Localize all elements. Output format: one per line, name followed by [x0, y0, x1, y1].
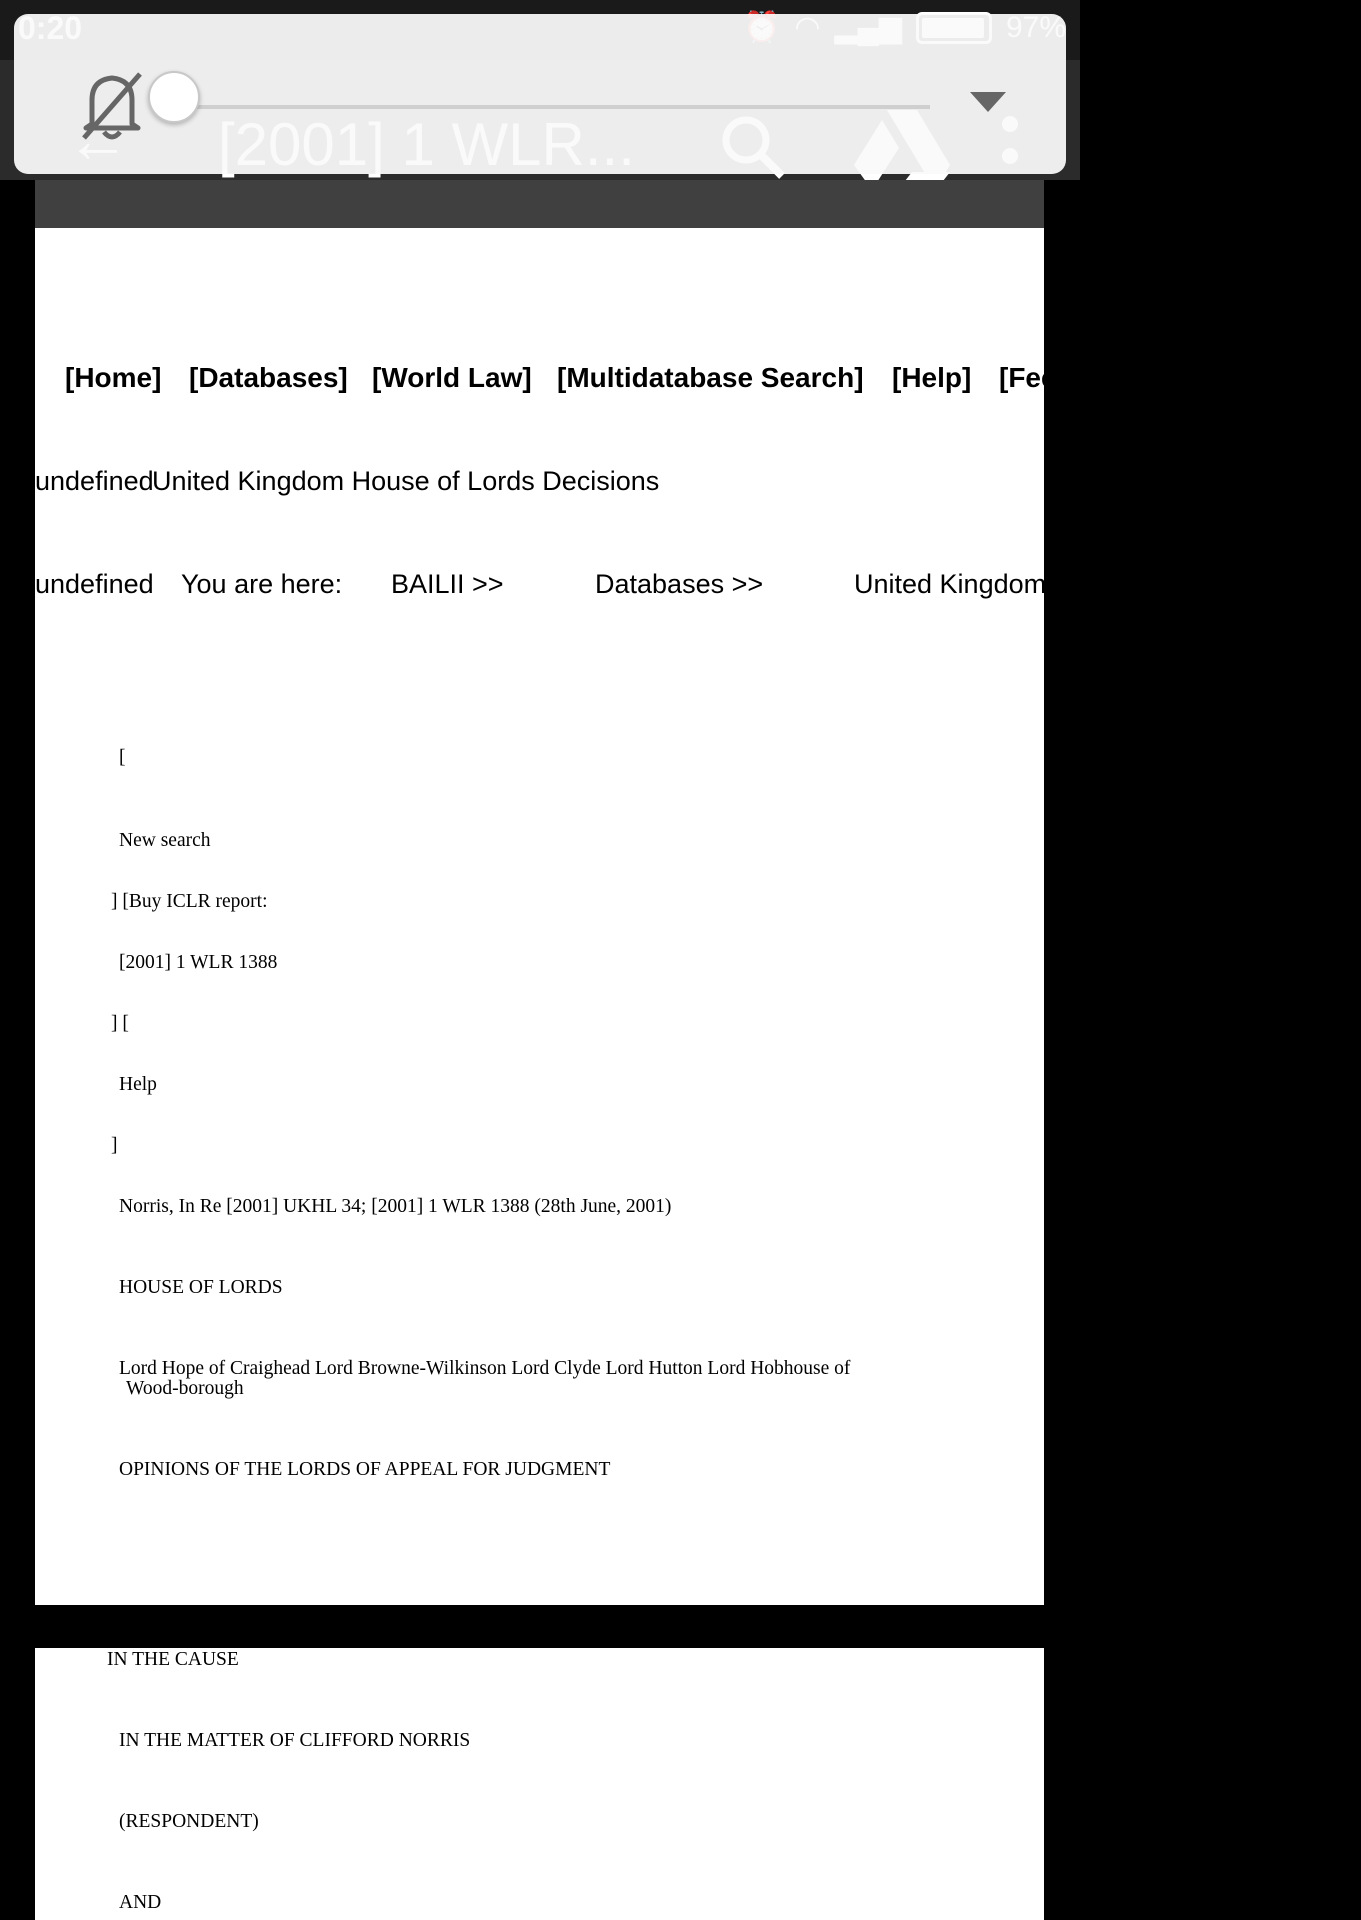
breadcrumb-uk-house-of-lords[interactable]: United Kingdom House of Lords Decisions	[854, 569, 1361, 599]
volume-slider[interactable]	[186, 105, 930, 109]
breadcrumb-bailii[interactable]: BAILII >>	[391, 569, 504, 599]
nav-databases[interactable]: [Databases]	[189, 362, 348, 393]
respondent-label: (RESPONDENT)	[119, 1811, 259, 1832]
undefined-label-1: undefined	[35, 466, 154, 496]
matter-heading: IN THE MATTER OF CLIFFORD NORRIS	[119, 1730, 471, 1751]
case-title: Norris, In Re [2001] UKHL 34; [2001] 1 WLR 1388 (28th June, 2001)	[119, 1196, 672, 1217]
in-the-cause: IN THE CAUSE	[107, 1649, 239, 1670]
volume-slider-thumb[interactable]	[148, 71, 200, 123]
nav-home[interactable]: [Home]	[65, 362, 162, 393]
new-search-link[interactable]: New search	[119, 830, 211, 851]
iclr-citation-link[interactable]: [2001] 1 WLR 1388	[119, 952, 278, 973]
breadcrumb-databases[interactable]: Databases >>	[595, 569, 764, 599]
document-page-2	[35, 1648, 1044, 1920]
nav-world-law[interactable]: [World Law]	[372, 362, 532, 393]
bell-off-icon[interactable]	[72, 66, 152, 146]
bracket-mid: ] [	[111, 1013, 129, 1034]
volume-panel	[14, 14, 1066, 174]
judges-line-1: Lord Hope of Craighead Lord Browne-Wilkinson Lord Clyde Lord Hutton Lord Hobhouse of	[119, 1358, 851, 1379]
and-label: AND	[119, 1892, 162, 1913]
judges-line-2: Wood-borough	[126, 1378, 244, 1399]
page-header-band	[35, 180, 1044, 228]
database-title: United Kingdom House of Lords Decisions	[152, 466, 660, 496]
document-page-1	[35, 180, 1361, 1605]
court-name: HOUSE OF LORDS	[119, 1277, 283, 1298]
bracket-open: [	[119, 747, 126, 768]
opinions-heading: OPINIONS OF THE LORDS OF APPEAL FOR JUDGMENT	[119, 1459, 611, 1480]
expand-down-icon[interactable]	[970, 92, 1006, 112]
nav-help[interactable]: [Help]	[892, 362, 972, 393]
nav-multidatabase-search[interactable]: [Multidatabase Search]	[557, 362, 864, 393]
bracket-close: ]	[111, 1135, 118, 1156]
you-are-here-label: You are here:	[181, 569, 343, 599]
undefined-label-2: undefined	[35, 569, 154, 599]
help-link[interactable]: Help	[119, 1074, 157, 1095]
buy-iclr-text: ] [Buy ICLR report:	[111, 891, 268, 912]
nav-feedback[interactable]: [Feedback]	[999, 362, 1147, 393]
